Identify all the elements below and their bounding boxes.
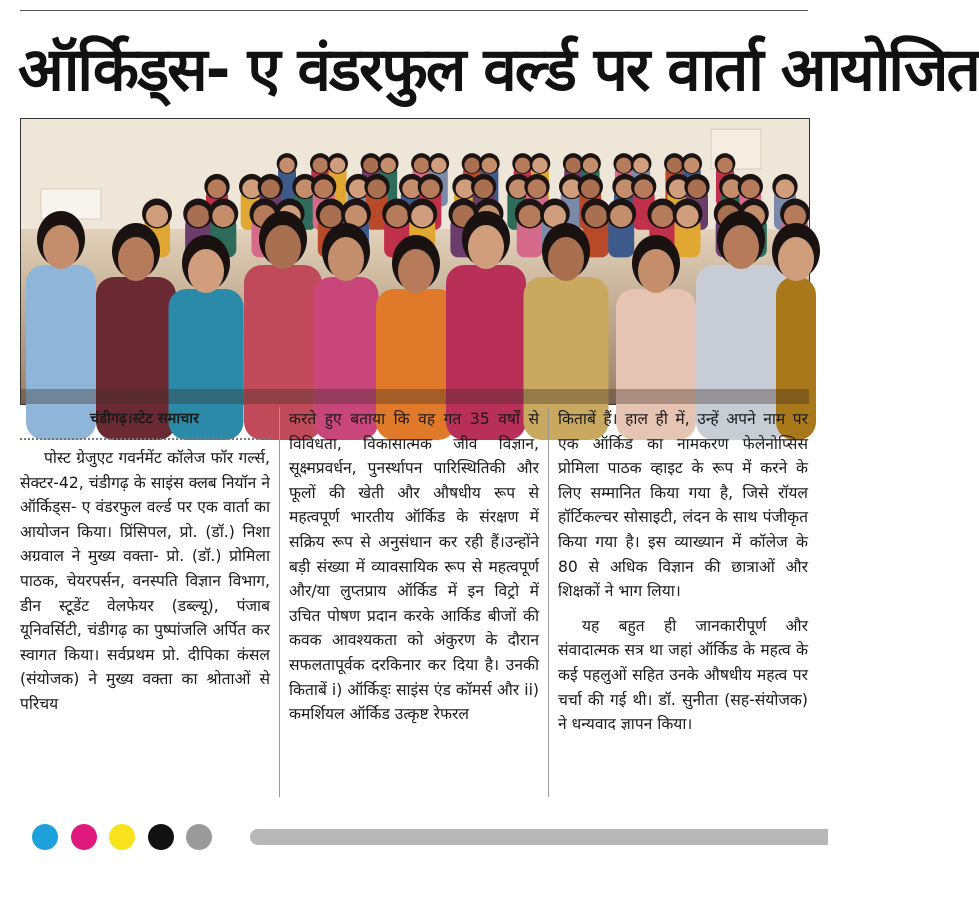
- column-divider: [548, 407, 549, 797]
- article-column-1: [20, 404, 270, 717]
- magenta-registration-dot: [71, 824, 97, 850]
- gray-registration-dot: [186, 824, 212, 850]
- column-divider: [279, 407, 280, 797]
- article-paragraph: करते हुए बताया कि वह गत 35 वर्षों से विविधता, विकासात्मक जीव विज्ञान, सूक्ष्मप्रवर्धन, पुनर्स्थापन पारिस्थितिकी और फूलों की खेती और औषधीय रूप से महत्वपूर्ण भारतीय ऑर्किड के संरक्षण में सक्रिय रूप से अनुसंधान कर रही हैं।उन्होंने बड़ी संख्या में व्यावसायिक रूप से महत्वपूर्ण और/या लुप्तप्राय ऑर्किड में इन विट्रो में उचित पोषण प्रदान करके आर्किड बीजों की कवक आवश्यकता को अंकुरण के दौरान सफलतापूर्वक दरकिनार कर दिया है। उनकी किताबें i) ऑर्किड्ः साइंस एंड कॉमर्स और ii) कमर्शियल ऑर्किड उत्कृष्ट रेफरल: [289, 410, 539, 724]
- dateline-divider: [20, 438, 270, 440]
- dateline: चंडीगढ़।स्टेट समाचार: [90, 411, 199, 427]
- article-paragraph: पोस्ट ग्रेजुएट गवर्नमेंट कॉलेज फॉर गर्ल्स, सेक्टर-42, चंडीगढ़ के साइंस क्लब नियॉन ने ऑर्किड्स- ए वंडरफुल वर्ल्ड पर एक वार्ता का आयोजन किया। प्रिंसिपल, प्रो. (डॉ.) निशा अग्रवाल ने मुख्य वक्ता- प्रो. (डॉ.) प्रोमिला पाठक, चेयरपर्सन, वनस्पति विज्ञान विभाग, डीन स्टूडेंट वेलफेयर (डब्ल्यू), पंजाब यूनिवर्सिटी, चंडीगढ़ का पुष्पांजलि अर्पित कर स्वागत किया। सर्वप्रथम प्रो. दीपिका कंसल (संयोजक) ने मुख्य वक्ता का श्रोताओं से परिचय: [20, 449, 270, 713]
- yellow-registration-dot: [109, 824, 135, 850]
- top-rule: [20, 10, 808, 11]
- article-paragraph: यह बहुत ही जानकारीपूर्ण और संवादात्मक सत्र था जहां ऑर्किड के महत्व के कई पहलुओं सहित उनके औषधीय महत्व पर चर्चा की गई थी। डॉ. सुनीता (सह-संयोजक) ने धन्यवाद ज्ञापन किया।: [558, 616, 808, 734]
- headline: ऑर्किड्स- ए वंडरफुल वर्ल्ड पर वार्ता आयोजित: [18, 35, 979, 105]
- gray-print-bar: [250, 829, 828, 845]
- article-column-2: [289, 407, 539, 727]
- article-column-3: [558, 407, 808, 737]
- group-photo: [20, 118, 810, 405]
- cyan-registration-dot: [32, 824, 58, 850]
- article-paragraph: किताबें हैं। हाल ही में, उन्हें अपने नाम पर एक ऑर्किड का नामकरण फेलेनोप्सिस प्रोमिला पाठक व्हाइट के रूप में करने के लिए सम्मानित किया गया है, जिसे रॉयल हॉर्टिकल्चर सोसाइटी, लंदन के साथ पंजीकृत किया गया है। इस व्याख्यान में कॉलेज के 80 से अधिक विज्ञान की छात्राओं और शिक्षकों ने भाग लिया।: [558, 410, 808, 601]
- group-photo-illustration: [21, 119, 809, 404]
- black-registration-dot: [148, 824, 174, 850]
